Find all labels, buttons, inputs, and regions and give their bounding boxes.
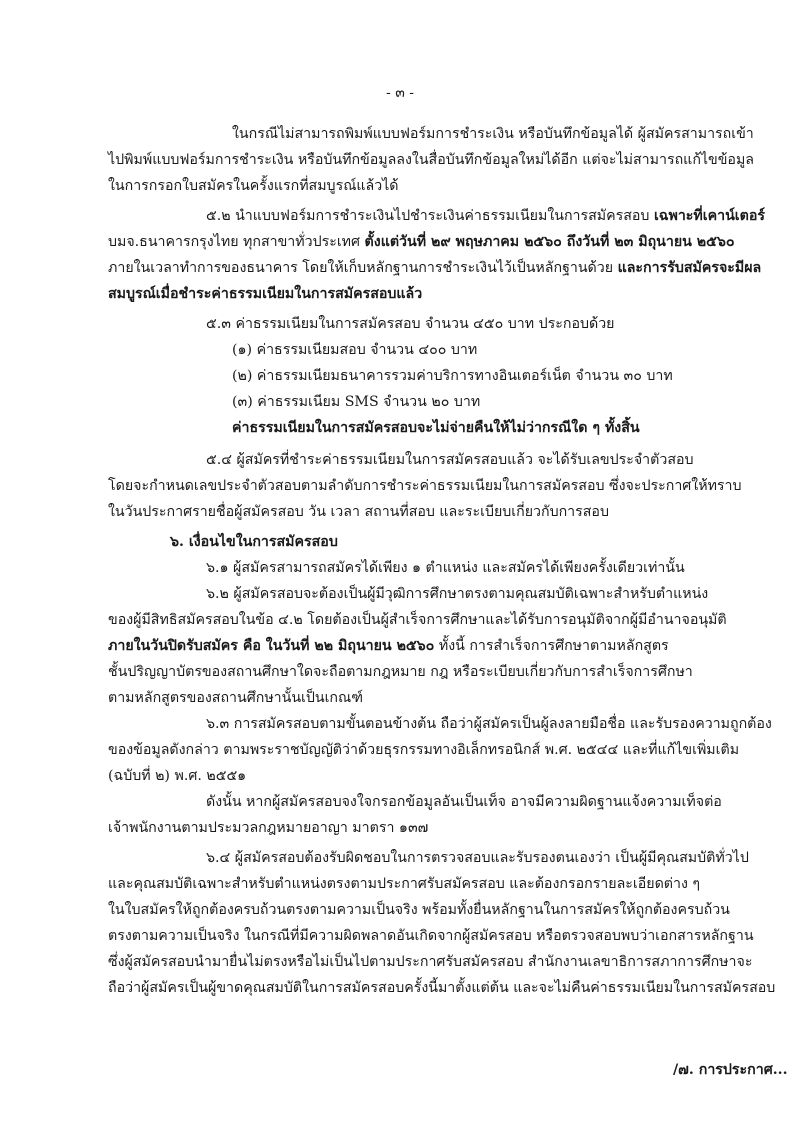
section-5-2-line <box>108 232 735 252</box>
fee-item: (๑) ค่าธรรมเนียมสอบ จำนวน ๔๐๐ บาท <box>232 342 478 358</box>
section-6-3-line: ของข้อมูลดังกล่าว ตามพระราชบัญญัติว่าด้วยธุรกรรมทางอิเล็กทรอนิกส์ พ.ศ. ๒๕๔๔ และที่แก้ไขเพิ่มเติม <box>108 742 740 758</box>
section-5-3-line: ๕.๓ ค่าธรรมเนียมในการสมัครสอบ จำนวน ๔๕๐ บาท ประกอบด้วย <box>206 316 615 332</box>
text-bold: และการรับสมัครจะมีผล <box>617 260 762 276</box>
section-6-4-line: และคุณสมบัติเฉพาะสำหรับตำแหน่งตรงตามประกาศรับสมัครสอบ และต้องกรอกรายละเอียดต่าง ๆ <box>108 876 701 892</box>
page-number: - ๓ - <box>386 85 414 101</box>
section-6-2-line: ชั้นปริญญาบัตรของสถานศึกษาใดจะถือตามกฎหมาย กฎ หรือระเบียบเกี่ยวกับการสำเร็จการศึกษา <box>108 664 693 680</box>
section-5-4-line: โดยจะกำหนดเลขประจำตัวสอบตามลำดับการชำระค่าธรรมเนียมในการสมัครสอบ ซึ่งจะประกาศให้ทราบ <box>108 478 742 494</box>
text-bold: เฉพาะที่เคาน์เตอร์ <box>653 208 765 224</box>
fee-note: ค่าธรรมเนียมในการสมัครสอบจะไม่จ่ายคืนให้ไม่ว่ากรณีใด ๆ ทั้งสิ้น <box>232 420 640 436</box>
para-line: ในการกรอกใบสมัครในครั้งแรกที่สมบูรณ์แล้วได้ <box>108 178 399 194</box>
section-6-4-line: ตรงตามความเป็นจริง ในกรณีที่มีความผิดพลาดอันเกิดจากผู้สมัครสอบ หรือตรวจสอบพบว่าเอกสารหลักฐาน <box>108 928 754 944</box>
text-bold: ตั้งแต่วันที่ ๒๙ พฤษภาคม ๒๕๖๐ ถึงวันที่ ๒๓ มิถุนายน ๒๕๖๐ <box>364 234 735 250</box>
para-line: ไปพิมพ์แบบฟอร์มการชำระเงิน หรือบันทึกข้อมูลลงในสื่อบันทึกข้อมูลใหม่ได้อีก แต่จะไม่สามารถแก้ไขข้อมูล <box>108 152 755 168</box>
section-6-1-line: ๖.๑ ผู้สมัครสามารถสมัครได้เพียง ๑ ตำแหน่ง และสมัครได้เพียงครั้งเดียวเท่านั้น <box>206 560 685 576</box>
para-line: ในกรณีไม่สามารถพิมพ์แบบฟอร์มการชำระเงิน หรือบันทึกข้อมูลได้ ผู้สมัครสามารถเข้า <box>232 126 754 142</box>
text-bold: ภายในวันปิดรับสมัคร คือ ในวันที่ ๒๒ มิถุนายน ๒๕๖๐ <box>108 638 435 654</box>
section-6-2-line <box>108 636 669 656</box>
section-6-3-line: เจ้าพนักงานตามประมวลกฎหมายอาญา มาตรา ๑๓๗ <box>108 820 429 836</box>
fee-item: (๓) ค่าธรรมเนียม SMS จำนวน ๒๐ บาท <box>232 394 481 410</box>
section-6-2-line: ๖.๒ ผู้สมัครสอบจะต้องเป็นผู้มีวุฒิการศึกษาตรงตามคุณสมบัติเฉพาะสำหรับตำแหน่ง <box>206 586 709 602</box>
section-6-4-line: ในใบสมัครให้ถูกต้องครบถ้วนตรงตามความเป็นจริง พร้อมทั้งยื่นหลักฐานในการสมัครให้ถูกต้องครบถ้วน <box>108 902 730 918</box>
text-normal: ภายในเวลาทำการของธนาคาร โดยให้เก็บหลักฐานการชำระเงินไว้เป็นหลักฐานด้วย <box>108 260 618 276</box>
section-5-4-line: ๕.๔ ผู้สมัครที่ชำระค่าธรรมเนียมในการสมัครสอบแล้ว จะได้รับเลขประจำตัวสอบ <box>206 452 694 468</box>
section-6-heading: ๖. เงื่อนไขในการสมัครสอบ <box>170 534 338 550</box>
section-6-2-line: ของผู้มีสิทธิสมัครสอบในข้อ ๔.๒ โดยต้องเป็นผู้สำเร็จการศึกษาและได้รับการอนุมัติจากผู้มีอำนาจอนุมัติ <box>108 612 727 628</box>
section-6-3-line: (ฉบับที่ ๒) พ.ศ. ๒๕๕๑ <box>108 768 247 784</box>
section-6-4-line: ๖.๔ ผู้สมัครสอบต้องรับผิดชอบในการตรวจสอบและรับรองตนเองว่า เป็นผู้มีคุณสมบัติทั่วไป <box>206 850 749 866</box>
section-6-2-line: ตามหลักสูตรของสถานศึกษานั้นเป็นเกณฑ์ <box>108 690 363 706</box>
section-6-4-line: ซึ่งผู้สมัครสอบนำมายื่นไม่ตรงหรือไม่เป็นไปตามประกาศรับสมัครสอบ สำนักงานเลขาธิการสภาการศึกษาจะ <box>108 954 753 970</box>
section-5-4-line: ในวันประกาศรายชื่อผู้สมัครสอบ วัน เวลา สถานที่สอบ และระเบียบเกี่ยวกับการสอบ <box>108 504 609 520</box>
text-normal: ๕.๒ นำแบบฟอร์มการชำระเงินไปชำระเงินค่าธรรมเนียมในการสมัครสอบ <box>206 208 654 224</box>
fee-item: (๒) ค่าธรรมเนียมธนาคารรวมค่าบริการทางอินเตอร์เน็ต จำนวน ๓๐ บาท <box>232 368 673 384</box>
text-normal: บมจ.ธนาคารกรุงไทย ทุกสาขาทั่วประเทศ <box>108 234 365 250</box>
next-page-reference: /๗. การประกาศ... <box>673 1062 788 1078</box>
section-6-3-line: ๖.๓ การสมัครสอบตามขั้นตอนข้างต้น ถือว่าผู้สมัครเป็นผู้ลงลายมือชื่อ และรับรองความถูกต้อง <box>206 716 772 732</box>
section-6-4-line: ถือว่าผู้สมัครเป็นผู้ขาดคุณสมบัติในการสมัครสอบครั้งนี้มาตั้งแต่ต้น และจะไม่คืนค่าธรรมเนียมในการสมัครสอบ <box>108 980 776 996</box>
section-5-2-line <box>206 206 765 226</box>
section-5-2-line <box>108 258 761 278</box>
section-6-3-line: ดังนั้น หากผู้สมัครสอบจงใจกรอกข้อมูลอันเป็นเท็จ อาจมีความผิดฐานแจ้งความเท็จต่อ <box>206 794 722 810</box>
text-normal: ทั้งนี้ การสำเร็จการศึกษาตามหลักสูตร <box>434 638 669 654</box>
section-5-2-line: สมบูรณ์เมื่อชำระค่าธรรมเนียมในการสมัครสอบแล้ว <box>108 286 423 302</box>
